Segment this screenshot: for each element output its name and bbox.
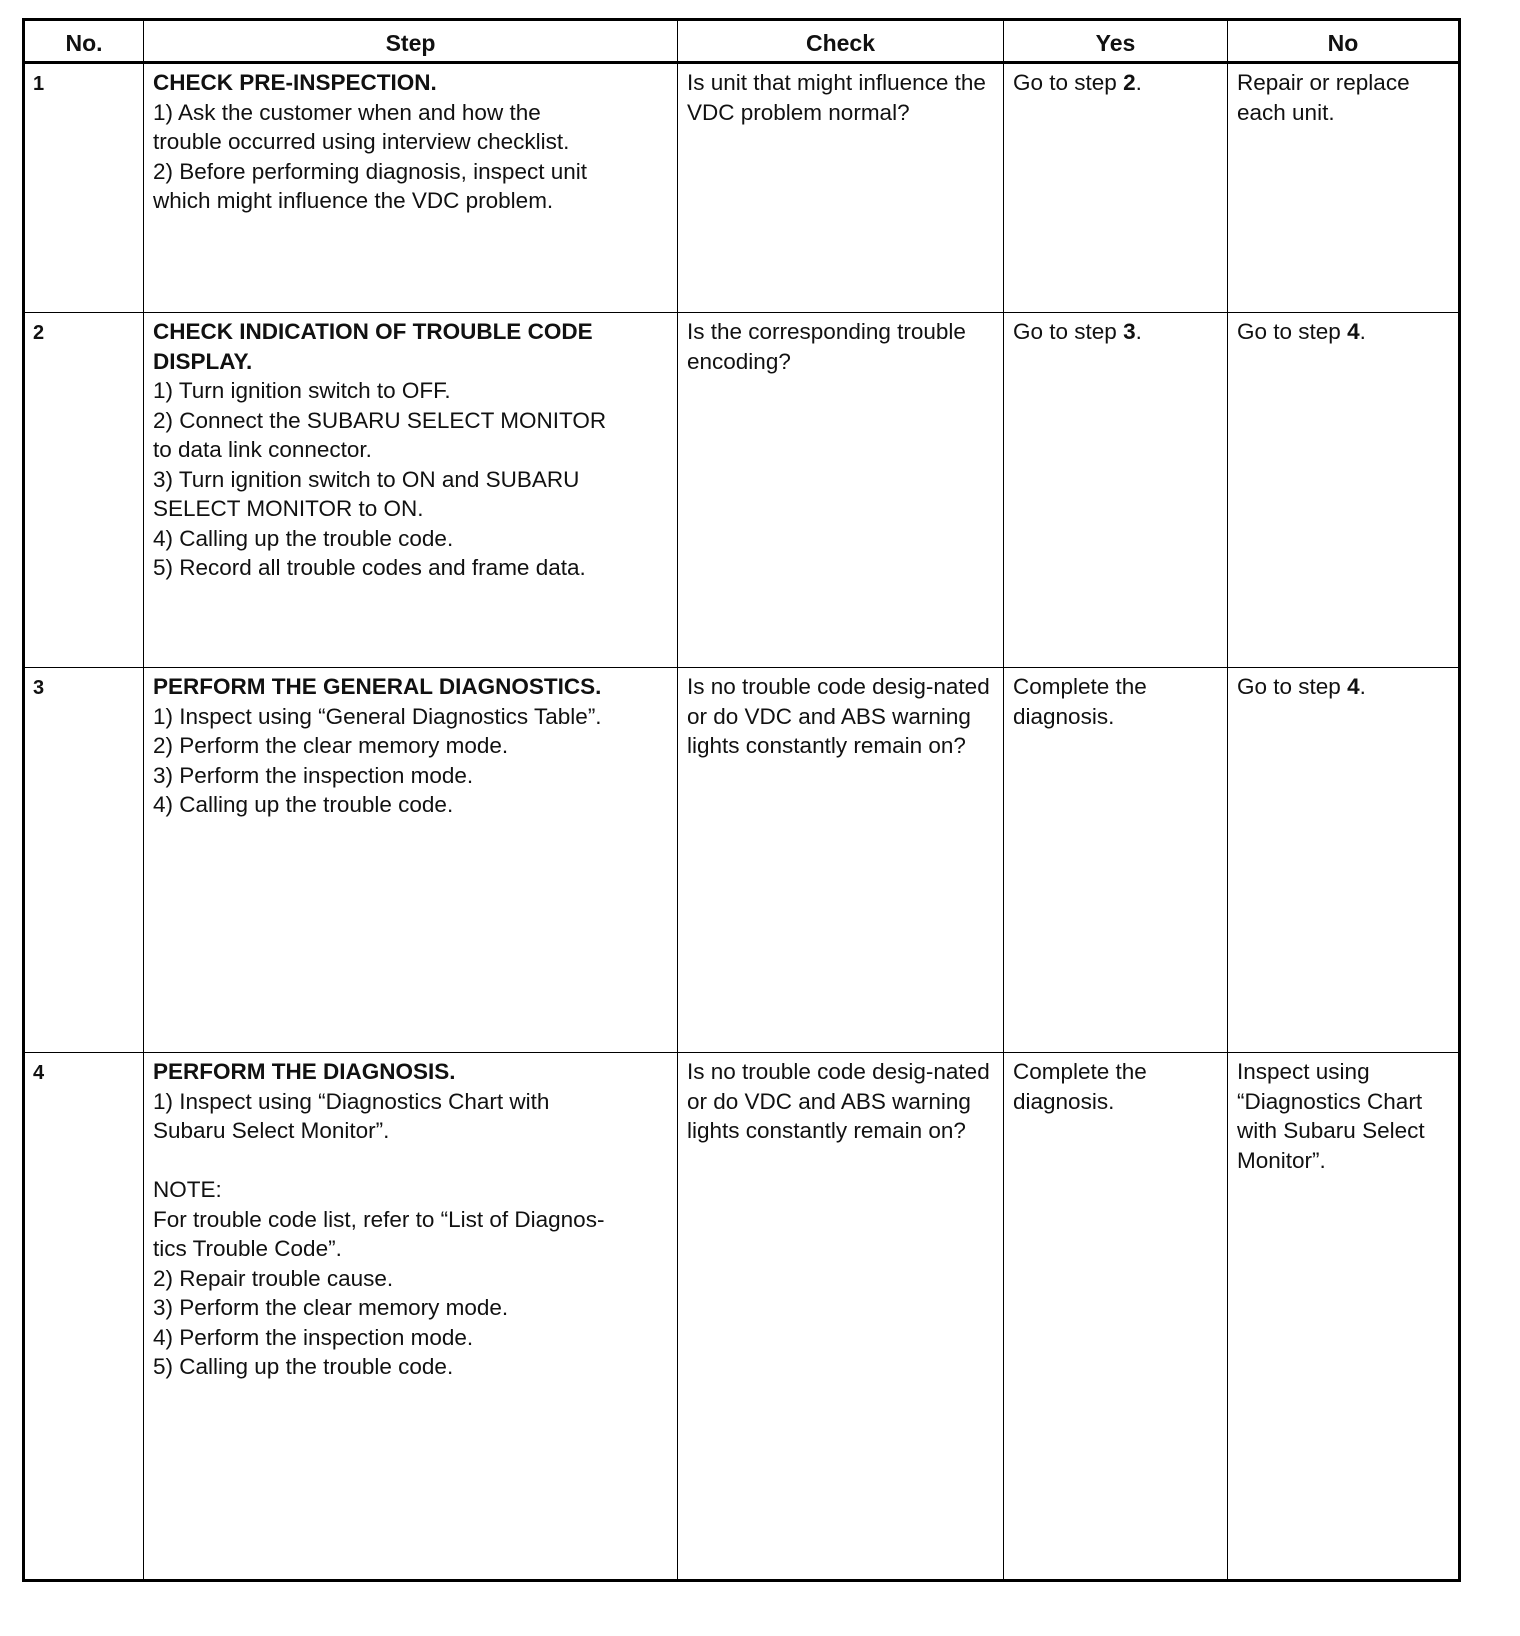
step-line: 2) Connect the SUBARU SELECT MONITOR (153, 407, 607, 433)
no-step-number: 4 (1347, 319, 1360, 344)
step-cell (144, 668, 678, 1053)
no-cell: Repair or replace each unit. (1228, 63, 1460, 313)
table-row (24, 668, 1460, 1053)
diagnostic-table (22, 18, 1461, 1582)
step-line: to data link connector. (153, 437, 372, 462)
step-line: 3) Turn ignition switch to ON and SUBARU (153, 466, 580, 492)
step-line: 4) Perform the inspection mode. (153, 1324, 474, 1350)
step-line: 5) Record all trouble codes and frame data. (153, 555, 586, 580)
row-number: 1 (24, 63, 144, 313)
table-header-row (24, 20, 1460, 63)
no-suffix: . (1359, 674, 1366, 699)
no-suffix: . (1359, 319, 1366, 344)
table-row (24, 1053, 1460, 1581)
step-title: CHECK INDICATION OF TROUBLE CODE DISPLAY. (153, 319, 593, 374)
step-line: 2) Before performing diagnosis, inspect unit (153, 158, 587, 184)
yes-cell: Complete the diagnosis. (1004, 668, 1228, 1053)
yes-step-number: 3 (1123, 319, 1136, 344)
yes-cell (1004, 313, 1228, 668)
yes-text: Go to step (1013, 70, 1124, 95)
check-cell: Is the corresponding trouble encoding? (678, 313, 1004, 668)
header-no: No. (24, 20, 144, 63)
step-title: PERFORM THE DIAGNOSIS. (153, 1059, 456, 1084)
step-line: 1) Turn ignition switch to OFF. (153, 378, 451, 403)
header-check: Check (678, 20, 1004, 63)
step-line: tics Trouble Code”. (153, 1236, 342, 1261)
row-number: 4 (24, 1053, 144, 1581)
step-line: 1) Inspect using “Diagnostics Chart with (153, 1088, 550, 1114)
step-line: SELECT MONITOR to ON. (153, 496, 424, 521)
header-no-result: No (1228, 20, 1460, 63)
step-spacer (153, 1146, 668, 1176)
check-cell: Is no trouble code desig-nated or do VDC and ABS warning lights constantly remain on? (678, 1053, 1004, 1581)
step-title: PERFORM THE GENERAL DIAGNOSTICS. (153, 674, 602, 699)
step-line: which might influence the VDC problem. (153, 188, 554, 213)
step-line: 3) Perform the clear memory mode. (153, 1295, 509, 1320)
no-cell (1228, 313, 1460, 668)
table-row (24, 313, 1460, 668)
step-cell (144, 313, 678, 668)
no-text: Go to step (1237, 319, 1348, 344)
note-label: NOTE: (153, 1177, 222, 1202)
step-line: 2) Perform the clear memory mode. (153, 733, 509, 758)
table-row (24, 63, 1460, 313)
no-cell: Inspect using “Diagnostics Chart with Subaru Select Monitor”. (1228, 1053, 1460, 1581)
step-line: 5) Calling up the trouble code. (153, 1354, 454, 1379)
step-line: 4) Calling up the trouble code. (153, 792, 454, 817)
step-line: 3) Perform the inspection mode. (153, 762, 474, 788)
step-line: trouble occurred using interview checklist. (153, 129, 570, 154)
step-cell (144, 1053, 678, 1581)
step-line: 2) Repair trouble cause. (153, 1265, 394, 1291)
check-cell: Is unit that might influence the VDC problem normal? (678, 63, 1004, 313)
yes-suffix: . (1135, 70, 1142, 95)
row-number: 2 (24, 313, 144, 668)
yes-text: Go to step (1013, 319, 1124, 344)
row-number: 3 (24, 668, 144, 1053)
check-cell: Is no trouble code desig-nated or do VDC and ABS warning lights constantly remain on? (678, 668, 1004, 1053)
header-yes: Yes (1004, 20, 1228, 63)
yes-cell: Complete the diagnosis. (1004, 1053, 1228, 1581)
step-line: For trouble code list, refer to “List of Diagnos- (153, 1206, 605, 1232)
step-line: 1) Inspect using “General Diagnostics Table”. (153, 703, 602, 729)
no-step-number: 4 (1347, 674, 1360, 699)
yes-cell (1004, 63, 1228, 313)
header-step: Step (144, 20, 678, 63)
step-line: 1) Ask the customer when and how the (153, 99, 541, 125)
yes-suffix: . (1135, 319, 1142, 344)
no-cell (1228, 668, 1460, 1053)
step-cell (144, 63, 678, 313)
yes-step-number: 2 (1123, 70, 1136, 95)
step-line: 4) Calling up the trouble code. (153, 525, 454, 551)
step-title: CHECK PRE-INSPECTION. (153, 70, 437, 95)
no-text: Go to step (1237, 674, 1348, 699)
step-line: Subaru Select Monitor”. (153, 1118, 390, 1143)
